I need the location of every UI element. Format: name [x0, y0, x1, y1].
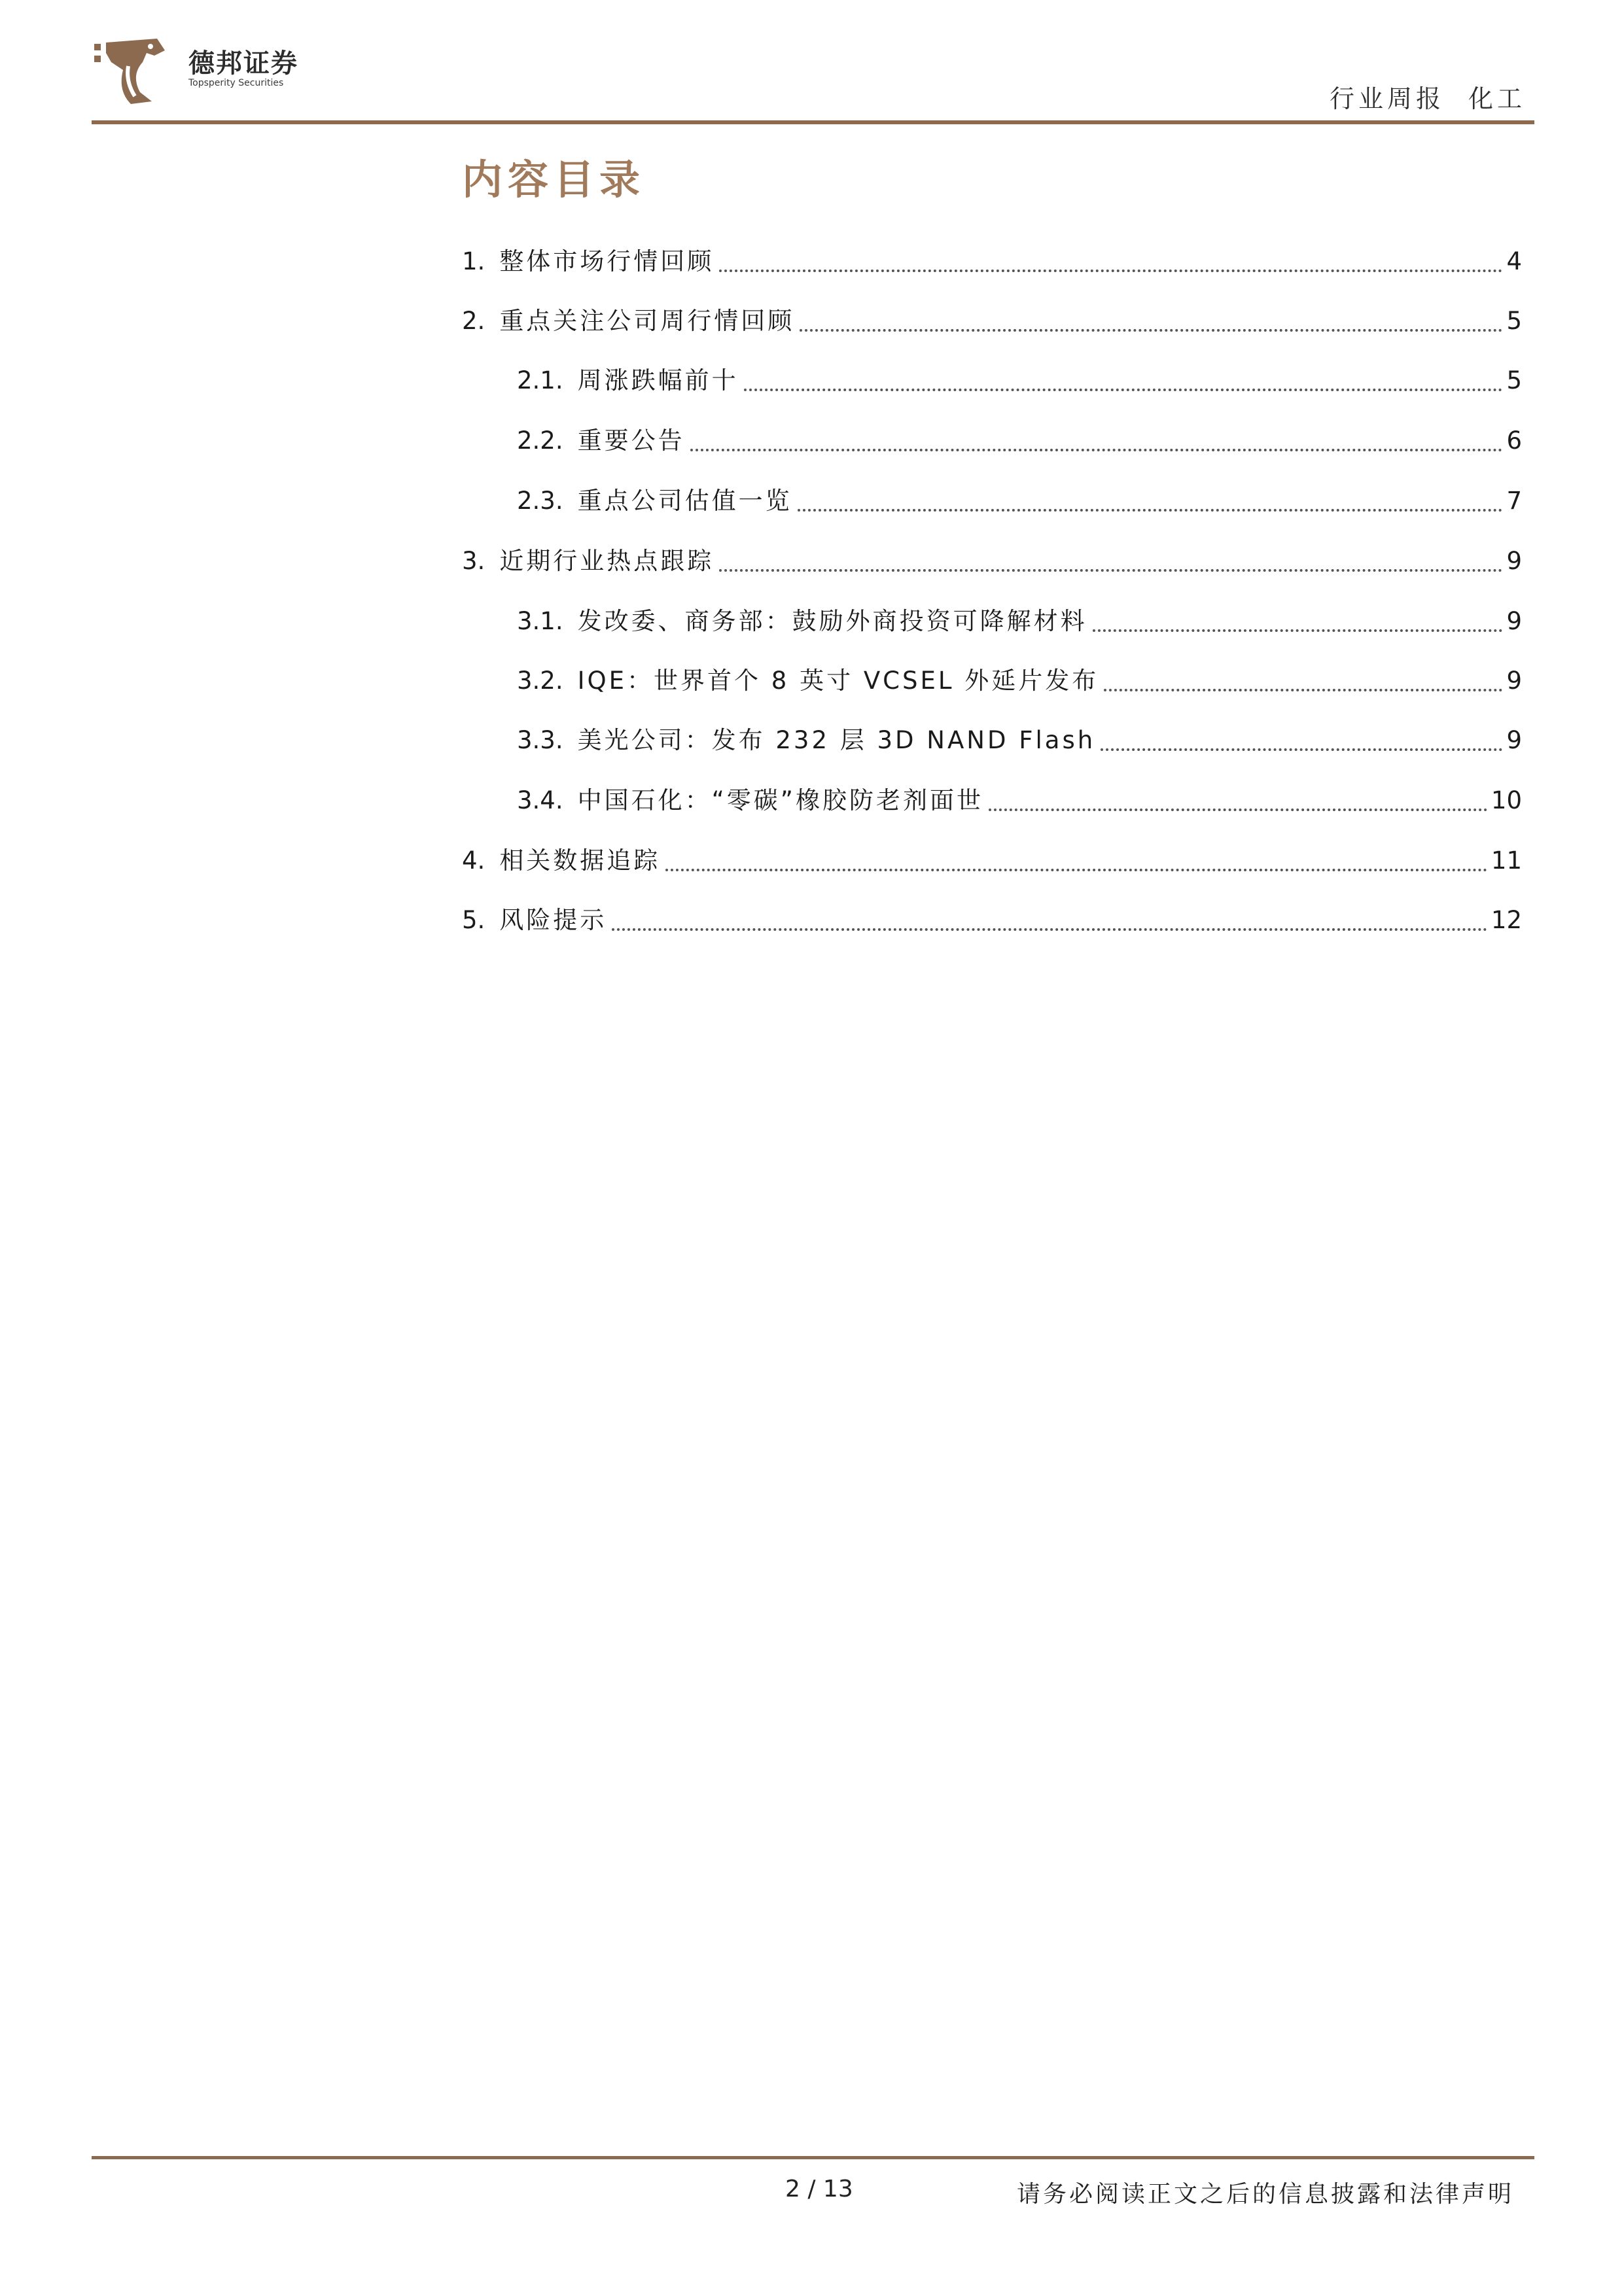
toc-entry-number: 2. — [462, 307, 485, 335]
toc-entry[interactable] — [517, 721, 1522, 760]
footer-divider — [92, 2156, 1534, 2159]
toc-entry-page: 7 — [1506, 487, 1522, 515]
toc-entry-number: 5. — [462, 906, 485, 934]
toc-entry[interactable] — [462, 901, 1522, 940]
page-indicator: 2 / 13 — [785, 2176, 853, 2202]
toc-dot-leader — [989, 809, 1487, 811]
toc-entry[interactable] — [517, 481, 1522, 521]
toc-entry-label: 近期行业热点跟踪 — [499, 547, 715, 575]
toc-entry-page: 4 — [1506, 247, 1522, 275]
toc-entry-page: 5 — [1506, 366, 1522, 394]
toc-entry-number: 3.2. — [517, 667, 563, 695]
toc-dot-leader — [665, 869, 1487, 871]
toc-dot-leader — [800, 329, 1502, 332]
toc-entry-label: 整体市场行情回顾 — [499, 247, 715, 275]
toc-entry[interactable] — [462, 542, 1522, 581]
toc-entry-label: 相关数据追踪 — [499, 846, 661, 875]
toc-entry[interactable] — [517, 661, 1522, 701]
page-header — [0, 0, 1624, 131]
toc-entry-number: 2.1. — [517, 366, 563, 394]
toc-dot-leader — [1101, 748, 1502, 751]
toc-entry-number: 2.2. — [517, 426, 563, 455]
toc-entry-label: 风险提示 — [499, 906, 607, 934]
company-logo — [92, 36, 308, 111]
toc-entry-number: 4. — [462, 846, 485, 875]
toc-dot-leader — [1093, 629, 1503, 632]
toc-entry-page: 5 — [1506, 307, 1522, 335]
toc-entry-number: 1. — [462, 247, 485, 275]
toc-entry-number: 3. — [462, 547, 485, 575]
toc-entry-number: 3.3. — [517, 726, 563, 754]
toc-dot-leader — [690, 449, 1503, 451]
toc-entry-page: 11 — [1491, 846, 1522, 875]
header-divider — [92, 120, 1534, 124]
toc-entry-label: 美光公司：发布 232 层 3D NAND Flash — [577, 726, 1096, 754]
toc-entry[interactable] — [517, 602, 1522, 641]
topsperity-logo-icon — [92, 36, 170, 108]
toc-entry-label: 发改委、商务部：鼓励外商投资可降解材料 — [577, 607, 1087, 635]
toc-entry-page: 9 — [1506, 547, 1522, 575]
toc-entry[interactable] — [462, 841, 1522, 880]
toc-entry-page: 9 — [1506, 667, 1522, 695]
toc-dot-leader — [744, 389, 1503, 391]
toc-entry-number: 3.1. — [517, 607, 563, 635]
toc-entry-number: 3.4. — [517, 786, 563, 814]
report-category — [1330, 78, 1526, 114]
toc-entry-page: 9 — [1506, 726, 1522, 754]
toc-dot-leader — [798, 509, 1503, 512]
toc-entry[interactable] — [462, 302, 1522, 341]
toc-entry-page: 6 — [1506, 426, 1522, 455]
logo-chinese-name: 德邦证券 — [188, 48, 298, 78]
logo-english-name: Topsperity Securities — [188, 78, 284, 88]
industry-label: 化工 — [1468, 84, 1526, 113]
toc-entry-number: 2.3. — [517, 487, 563, 515]
toc-dot-leader — [1104, 689, 1502, 691]
toc-entry-label: 周涨跌幅前十 — [577, 366, 739, 394]
toc-entry-label: 重点公司估值一览 — [577, 487, 792, 515]
report-type: 行业周报 — [1329, 84, 1445, 113]
toc-entry-label: 重点关注公司周行情回顾 — [499, 307, 795, 335]
legal-disclaimer: 请务必阅读正文之后的信息披露和法律声明 — [1016, 2181, 1514, 2208]
toc-entry-label: 重要公告 — [577, 426, 685, 455]
toc-dot-leader — [719, 270, 1502, 272]
toc-entry[interactable] — [517, 361, 1522, 400]
toc-entry-page: 9 — [1506, 607, 1522, 635]
toc-dot-leader — [612, 928, 1487, 931]
toc-entry[interactable] — [517, 421, 1522, 461]
toc-entry-label: 中国石化：“零碳”橡胶防老剂面世 — [577, 786, 983, 814]
toc-entry[interactable] — [517, 781, 1522, 820]
toc-entry-page: 10 — [1491, 786, 1522, 814]
toc-entry-page: 12 — [1491, 906, 1522, 934]
toc-entry-label: IQE：世界首个 8 英寸 VCSEL 外延片发布 — [577, 667, 1099, 695]
toc-title: 内容目录 — [462, 156, 646, 203]
toc-entry[interactable] — [462, 242, 1522, 281]
toc-dot-leader — [719, 569, 1502, 572]
